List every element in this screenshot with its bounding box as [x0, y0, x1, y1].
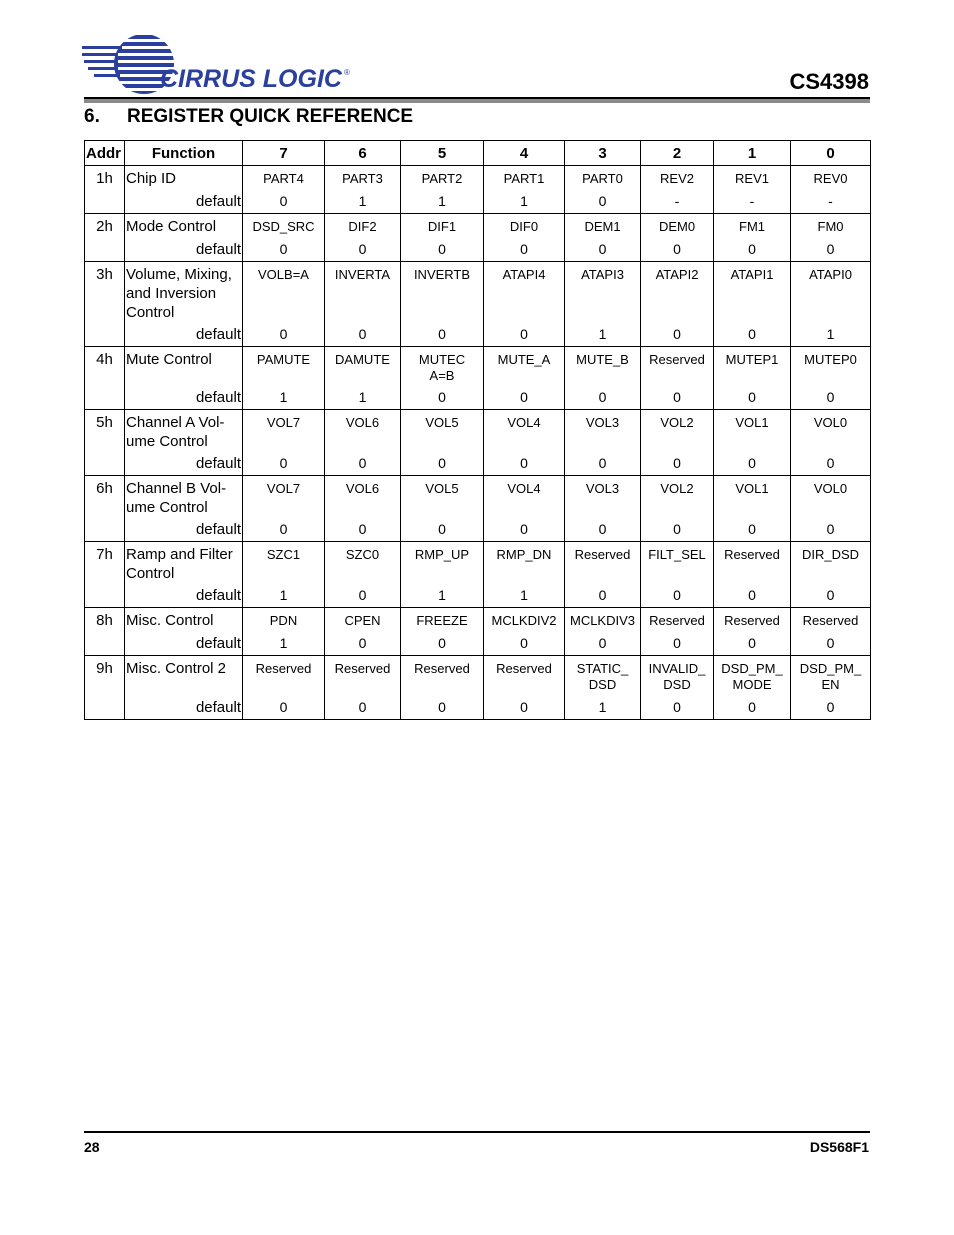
bit-default-value: 0 [279, 455, 288, 471]
bit-cell [325, 410, 401, 476]
register-row [85, 166, 871, 214]
bit-name: MUTE_B [576, 352, 629, 367]
register-function [125, 166, 243, 214]
bit-cell [325, 166, 401, 214]
bit-default-value: 0 [438, 389, 446, 405]
bit-cell [325, 476, 401, 542]
bit-cell [401, 410, 484, 476]
register-function-name: Chip ID [126, 170, 177, 187]
col-header-bit1: 1 [714, 141, 791, 166]
bit-cell [791, 542, 871, 608]
register-function [125, 656, 243, 720]
bit-name: VOL6 [345, 481, 380, 496]
header-rule [84, 97, 870, 103]
bit-cell [401, 347, 484, 410]
bit-cell [484, 166, 565, 214]
bit-name: VOL5 [425, 415, 459, 430]
bit-name: RMP_UP [414, 547, 470, 562]
document-title: CS4398 [789, 69, 869, 94]
register-function [125, 262, 243, 347]
default-label: default [195, 193, 241, 210]
bit-name: MUTE_A [497, 352, 551, 367]
bit-name: VOL0 [813, 481, 848, 496]
bit-cell [641, 166, 714, 214]
bit-cell [641, 214, 714, 262]
bit-default-value: 0 [748, 699, 756, 715]
bit-default-value: 0 [438, 521, 446, 537]
bit-name: REV2 [660, 171, 694, 186]
bit-cell [484, 608, 565, 656]
bit-default-value: 0 [520, 635, 528, 651]
bit-cell [714, 166, 791, 214]
bit-name: Reserved [414, 661, 470, 676]
bit-name: REV0 [813, 171, 848, 186]
col-header-bit6: 6 [325, 141, 401, 166]
bit-cell [325, 542, 401, 608]
bit-cell [401, 608, 484, 656]
bit-cell [401, 262, 484, 347]
bit-cell [791, 410, 871, 476]
register-address: 9h [85, 656, 125, 720]
bit-name: SZC1 [266, 547, 301, 562]
col-header-addr: Addr [85, 141, 125, 166]
bit-name: SZC0 [345, 547, 380, 562]
bit-cell [243, 214, 325, 262]
bit-name: PART1 [503, 171, 545, 186]
bit-default-value: 0 [673, 635, 681, 651]
bit-default-value: 0 [673, 455, 681, 471]
section-title: REGISTER QUICK REFERENCE [127, 106, 414, 127]
bit-cell [565, 166, 641, 214]
bit-default-value: 0 [358, 241, 367, 257]
col-header-bit7: 7 [243, 141, 325, 166]
bit-name: DAMUTE [335, 352, 390, 367]
bit-default-value: 0 [279, 699, 288, 715]
bit-cell [325, 262, 401, 347]
default-label: default [195, 241, 241, 258]
register-function [125, 542, 243, 608]
bit-name: VOL5 [425, 481, 459, 496]
register-row [85, 608, 871, 656]
bit-cell [565, 214, 641, 262]
register-row [85, 214, 871, 262]
bit-name: STATIC_ DSD [576, 661, 629, 692]
bit-name: Reserved [334, 661, 391, 676]
bit-name: INVALID_ DSD [648, 661, 706, 692]
bit-cell [243, 410, 325, 476]
register-row [85, 410, 871, 476]
bit-default-value: 1 [438, 587, 446, 603]
register-function [125, 410, 243, 476]
bit-cell [325, 656, 401, 720]
bit-name: DEM0 [658, 219, 696, 234]
bit-default-value: 0 [598, 193, 607, 209]
bit-name: DIF1 [427, 219, 457, 234]
bit-name: ATAPI2 [655, 267, 699, 282]
bit-default-value: 0 [520, 455, 528, 471]
bit-cell [791, 262, 871, 347]
bit-default-value: 0 [748, 455, 756, 471]
bit-cell [641, 608, 714, 656]
section-number: 6. [84, 106, 100, 127]
bit-name: DIF2 [348, 219, 377, 234]
bit-cell [243, 347, 325, 410]
bit-name: Reserved [496, 661, 552, 676]
bit-name: ATAPI1 [730, 267, 774, 282]
col-header-bit3: 3 [565, 141, 641, 166]
register-address: 3h [85, 262, 125, 347]
default-label: default [195, 521, 241, 538]
bit-default-value: 0 [598, 389, 607, 405]
register-function-name: Ramp and Filter Control [126, 546, 233, 582]
register-function-name: Channel A Vol- ume Control [126, 414, 225, 450]
bit-name: INVERTA [334, 267, 391, 282]
bit-name: DSD_PM_ EN [799, 661, 862, 692]
bit-default-value: 1 [438, 193, 446, 209]
bit-default-value: 0 [520, 521, 528, 537]
default-label: default [195, 389, 241, 406]
bit-default-value: 0 [279, 241, 288, 257]
bit-name: VOL1 [735, 415, 769, 430]
register-function-name: Misc. Control [126, 612, 214, 629]
bit-name: MCLKDIV3 [569, 613, 636, 628]
register-function [125, 214, 243, 262]
bit-cell [401, 542, 484, 608]
bit-default-value: - [749, 193, 755, 209]
bit-default-value: 0 [358, 455, 367, 471]
register-function-name: Mute Control [126, 351, 212, 368]
bit-default-value: 0 [598, 241, 607, 257]
table-header-row [85, 141, 871, 166]
register-function-name: Volume, Mixing, and Inversion Control [126, 266, 232, 321]
bit-cell [484, 410, 565, 476]
bit-cell [484, 476, 565, 542]
bit-cell [565, 262, 641, 347]
register-address: 4h [85, 347, 125, 410]
bit-cell [401, 656, 484, 720]
bit-cell [325, 214, 401, 262]
bit-default-value: 1 [279, 389, 288, 405]
logo-registered-mark: ® [344, 68, 350, 77]
register-row [85, 476, 871, 542]
bit-cell [714, 347, 791, 410]
logo-text: CIRRUS LOGIC [160, 65, 342, 93]
bit-name: Reserved [802, 613, 859, 628]
bit-cell [565, 476, 641, 542]
bit-name: REV1 [735, 171, 769, 186]
bit-default-value: - [674, 193, 680, 209]
bit-default-value: 0 [520, 699, 528, 715]
bit-default-value: 0 [748, 326, 756, 342]
register-address: 6h [85, 476, 125, 542]
bit-cell [791, 656, 871, 720]
register-row [85, 656, 871, 720]
bit-default-value: 0 [673, 699, 681, 715]
col-header-bit0: 0 [791, 141, 871, 166]
register-function [125, 476, 243, 542]
bit-name: MCLKDIV2 [491, 613, 557, 628]
bit-cell [791, 166, 871, 214]
default-label: default [195, 587, 241, 604]
bit-cell [641, 656, 714, 720]
bit-name: CPEN [344, 613, 381, 628]
bit-cell [641, 410, 714, 476]
bit-name: ATAPI3 [581, 267, 624, 282]
bit-default-value: 0 [673, 587, 681, 603]
bit-default-value: 1 [279, 587, 288, 603]
bit-default-value: 0 [748, 521, 756, 537]
bit-name: Reserved [649, 352, 705, 367]
bit-default-value: 0 [358, 521, 367, 537]
bit-default-value: 1 [598, 326, 607, 342]
bit-default-value: 0 [438, 241, 446, 257]
bit-cell [714, 410, 791, 476]
bit-default-value: 0 [279, 326, 288, 342]
register-row [85, 542, 871, 608]
bit-cell [484, 262, 565, 347]
register-function-name: Mode Control [126, 218, 217, 235]
bit-default-value: 0 [598, 587, 607, 603]
bit-default-value: 0 [520, 389, 528, 405]
bit-default-value: 0 [598, 521, 607, 537]
bit-cell [243, 542, 325, 608]
bit-name: VOL3 [585, 415, 620, 430]
register-table [84, 140, 871, 720]
bit-default-value: 0 [826, 241, 835, 257]
bit-default-value: 0 [279, 193, 288, 209]
bit-name: DSD_SRC [252, 219, 315, 234]
bit-default-value: 1 [598, 699, 607, 715]
bit-name: RMP_DN [496, 547, 552, 562]
default-label: default [195, 326, 241, 343]
bit-default-value: 0 [520, 241, 528, 257]
bit-cell [401, 214, 484, 262]
bit-default-value: 0 [438, 699, 446, 715]
bit-cell [484, 214, 565, 262]
bit-name: Reserved [649, 613, 705, 628]
bit-name: VOL3 [585, 481, 620, 496]
bit-name: VOL7 [266, 481, 301, 496]
bit-default-value: 0 [673, 241, 681, 257]
bit-default-value: 0 [826, 699, 835, 715]
bit-cell [565, 410, 641, 476]
default-label: default [195, 699, 241, 716]
bit-cell [401, 166, 484, 214]
bit-cell [243, 262, 325, 347]
register-function [125, 347, 243, 410]
bit-name: ATAPI0 [809, 267, 852, 282]
bit-cell [714, 608, 791, 656]
bit-default-value: 0 [520, 326, 528, 342]
section-heading [84, 106, 413, 128]
bit-cell [791, 347, 871, 410]
bit-cell [484, 656, 565, 720]
bit-name: FILT_SEL [648, 547, 706, 562]
bit-cell [325, 608, 401, 656]
bit-cell [565, 347, 641, 410]
bit-cell [484, 542, 565, 608]
bit-default-value: 1 [520, 587, 528, 603]
bit-default-value: 0 [673, 326, 681, 342]
bit-cell [565, 542, 641, 608]
bit-default-value: 0 [598, 635, 607, 651]
bit-default-value: 0 [826, 587, 835, 603]
bit-name: DIF0 [509, 219, 539, 234]
bit-default-value: 1 [520, 193, 528, 209]
bit-default-value: 0 [673, 389, 681, 405]
bit-default-value: 0 [279, 521, 288, 537]
register-address: 8h [85, 608, 125, 656]
bit-name: VOL4 [507, 481, 541, 496]
bit-cell [243, 166, 325, 214]
bit-default-value: 0 [826, 389, 835, 405]
bit-default-value: 0 [438, 455, 446, 471]
bit-default-value: 0 [438, 635, 446, 651]
bit-name: PAMUTE [256, 352, 311, 367]
register-function [125, 608, 243, 656]
bit-name: VOL4 [507, 415, 541, 430]
col-header-function: Function [125, 141, 243, 166]
bit-name: PART0 [582, 171, 623, 186]
bit-name: PDN [269, 613, 298, 628]
bit-default-value: 0 [358, 326, 367, 342]
bit-default-value: 0 [358, 635, 367, 651]
register-address: 2h [85, 214, 125, 262]
bit-cell [791, 476, 871, 542]
bit-cell [714, 262, 791, 347]
bit-cell [791, 214, 871, 262]
bit-cell [641, 476, 714, 542]
register-address: 1h [85, 166, 125, 214]
default-label: default [195, 455, 241, 472]
page-number: 28 [84, 1139, 100, 1155]
bit-default-value: 0 [826, 455, 835, 471]
bit-name: DEM1 [584, 219, 621, 234]
bit-cell [325, 347, 401, 410]
bit-cell [401, 476, 484, 542]
col-header-bit2: 2 [641, 141, 714, 166]
bit-cell [565, 656, 641, 720]
col-header-bit4: 4 [484, 141, 565, 166]
bit-default-value: 0 [826, 521, 835, 537]
bit-default-value: 0 [358, 699, 367, 715]
col-header-bit5: 5 [401, 141, 484, 166]
bit-cell [641, 262, 714, 347]
bit-default-value: 0 [673, 521, 681, 537]
bit-default-value: 0 [748, 635, 756, 651]
bit-cell [484, 347, 565, 410]
bit-default-value: 1 [358, 193, 367, 209]
bit-default-value: 0 [748, 241, 756, 257]
register-function-name: Channel B Vol- ume Control [126, 480, 227, 516]
bit-default-value: 0 [438, 326, 446, 342]
bit-name: Reserved [724, 547, 780, 562]
bit-name: PART3 [342, 171, 383, 186]
bit-name: VOL0 [813, 415, 848, 430]
bit-name: DIR_DSD [801, 547, 860, 562]
bit-name: Reserved [574, 547, 631, 562]
bit-cell [714, 476, 791, 542]
bit-name: MUTEC A=B [418, 352, 466, 383]
bit-name: VOL1 [735, 481, 769, 496]
bit-name: PART4 [263, 171, 304, 186]
bit-default-value: 1 [358, 389, 367, 405]
bit-name: VOLB=A [258, 267, 309, 282]
document-id: DS568F1 [809, 1139, 869, 1155]
bit-cell [641, 347, 714, 410]
bit-name: DSD_PM_ MODE [721, 661, 783, 692]
bit-name: FM0 [817, 219, 844, 234]
bit-name: VOL7 [266, 415, 301, 430]
bit-name: VOL6 [345, 415, 380, 430]
bit-cell [243, 476, 325, 542]
bit-default-value: 0 [748, 587, 756, 603]
register-address: 5h [85, 410, 125, 476]
bit-cell [641, 542, 714, 608]
bit-name: MUTEP0 [804, 352, 857, 367]
bit-default-value: 1 [826, 326, 835, 342]
bit-cell [565, 608, 641, 656]
bit-cell [714, 214, 791, 262]
bit-cell [791, 608, 871, 656]
register-function-name: Misc. Control 2 [126, 660, 227, 677]
bit-name: MUTEP1 [725, 352, 779, 367]
bit-default-value: 0 [598, 455, 607, 471]
bit-default-value: - [828, 193, 833, 209]
bit-default-value: 0 [826, 635, 835, 651]
bit-name: FREEZE [416, 613, 468, 628]
bit-default-value: 0 [358, 587, 367, 603]
register-row [85, 262, 871, 347]
bit-cell [243, 656, 325, 720]
bit-name: FM1 [739, 219, 765, 234]
bit-name: Reserved [724, 613, 780, 628]
bit-cell [714, 542, 791, 608]
footer-rule [84, 1131, 870, 1133]
bit-name: Reserved [255, 661, 312, 676]
default-label: default [195, 635, 241, 652]
register-row [85, 347, 871, 410]
bit-cell [243, 608, 325, 656]
bit-default-value: 1 [279, 635, 288, 651]
bit-name: ATAPI4 [502, 267, 546, 282]
bit-name: PART2 [421, 171, 463, 186]
bit-cell [714, 656, 791, 720]
bit-name: VOL2 [660, 415, 694, 430]
bit-name: INVERTB [413, 267, 471, 282]
register-address: 7h [85, 542, 125, 608]
bit-name: VOL2 [660, 481, 694, 496]
cirrus-logic-logo [82, 33, 357, 97]
bit-default-value: 0 [748, 389, 756, 405]
